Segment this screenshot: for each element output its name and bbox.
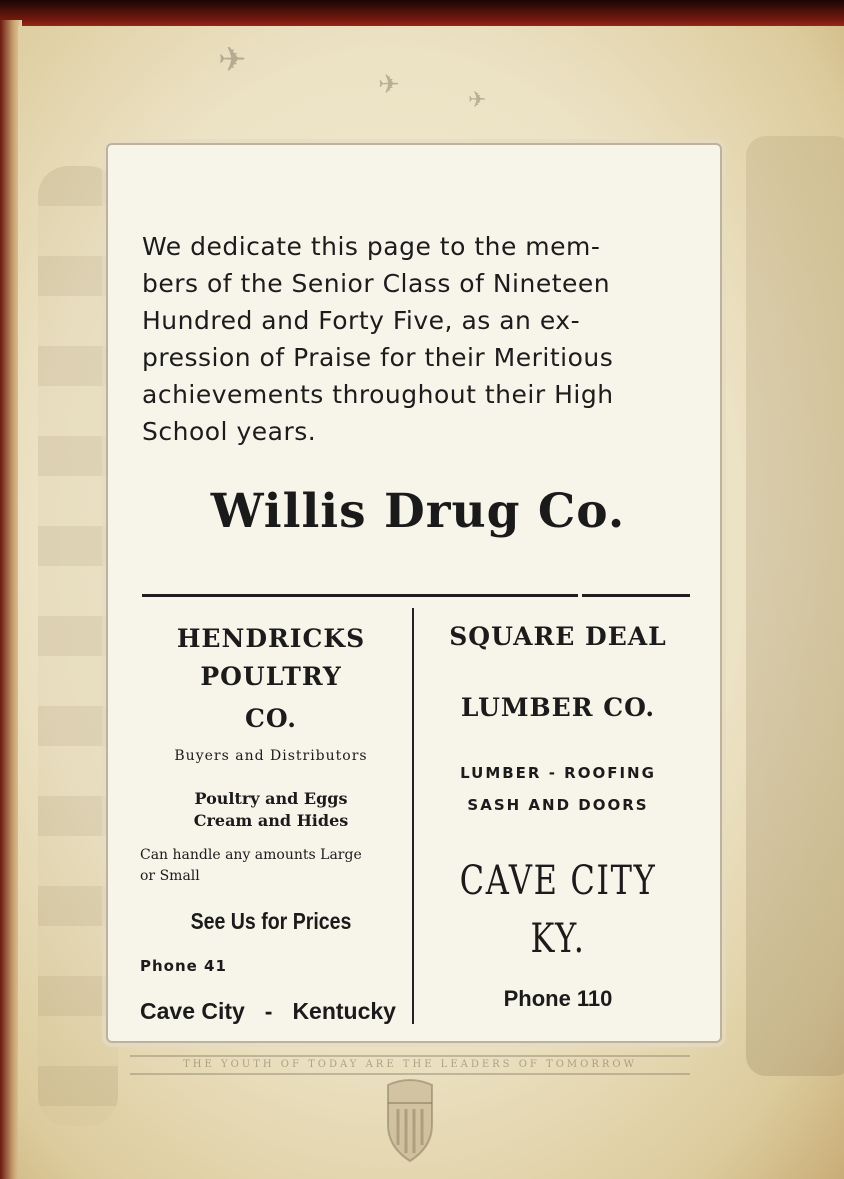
- eagle-shield-icon: [380, 1075, 440, 1163]
- dedication-line: School years.: [142, 417, 317, 446]
- products-line: Cream and Hides: [193, 811, 349, 830]
- buyers-tagline: Buyers and Distributors: [174, 748, 368, 764]
- state-name: Kentucky: [292, 998, 396, 1024]
- lumber-company-name-line2: LUMBER CO.: [460, 693, 656, 722]
- poultry-location: [140, 998, 396, 1025]
- location-dash: -: [264, 998, 273, 1024]
- airplane-icon: ✈: [218, 40, 247, 80]
- dedication-line: We dedicate this page to the mem-: [142, 232, 601, 261]
- airplane-icon: ✈: [468, 88, 487, 113]
- dedication-line: pression of Praise for their Meritious: [142, 343, 614, 372]
- poultry-phone: Phone 41: [140, 957, 227, 975]
- see-us-for-prices: See Us for Prices: [190, 908, 352, 934]
- lumber-phone: Phone 110: [503, 986, 613, 1011]
- dedication-line: bers of the Senior Class of Nineteen: [142, 269, 611, 298]
- dedication-paragraph: [142, 228, 692, 450]
- handle-line: or Small: [140, 868, 200, 884]
- handle-amounts-text: [140, 845, 402, 887]
- lumber-company-name-line1: SQUARE DEAL: [449, 622, 667, 651]
- company-name-line: CO.: [245, 704, 297, 733]
- poultry-products: [140, 788, 402, 832]
- motto-banner: THE YOUTH OF TODAY ARE THE LEADERS OF TOMORROW: [130, 1055, 690, 1075]
- products-line: Poultry and Eggs: [194, 789, 348, 808]
- sponsor-headline: Willis Drug Co.: [210, 484, 626, 539]
- company-name-line: HENDRICKS: [176, 624, 366, 653]
- dedication-line: achievements throughout their High: [142, 380, 614, 409]
- company-name-line: POULTRY: [200, 662, 342, 691]
- airplane-icon: ✈: [378, 70, 400, 100]
- handle-line: Can handle any amounts Large: [140, 847, 362, 863]
- city-name: Cave City: [140, 998, 245, 1024]
- lumber-state: KY.: [530, 916, 586, 962]
- dedication-line: Hundred and Forty Five, as an ex-: [142, 306, 581, 335]
- divider-rule: [582, 594, 690, 597]
- lumber-products-line1: LUMBER - ROOFING: [460, 764, 656, 782]
- lumber-city: CAVE CITY: [459, 858, 657, 904]
- column-divider: [412, 608, 414, 1024]
- divider-rule: [142, 594, 578, 597]
- poultry-company-name: [140, 620, 402, 738]
- decorative-illustration-right: [746, 136, 844, 1076]
- lumber-products-line2: SASH AND DOORS: [467, 796, 649, 814]
